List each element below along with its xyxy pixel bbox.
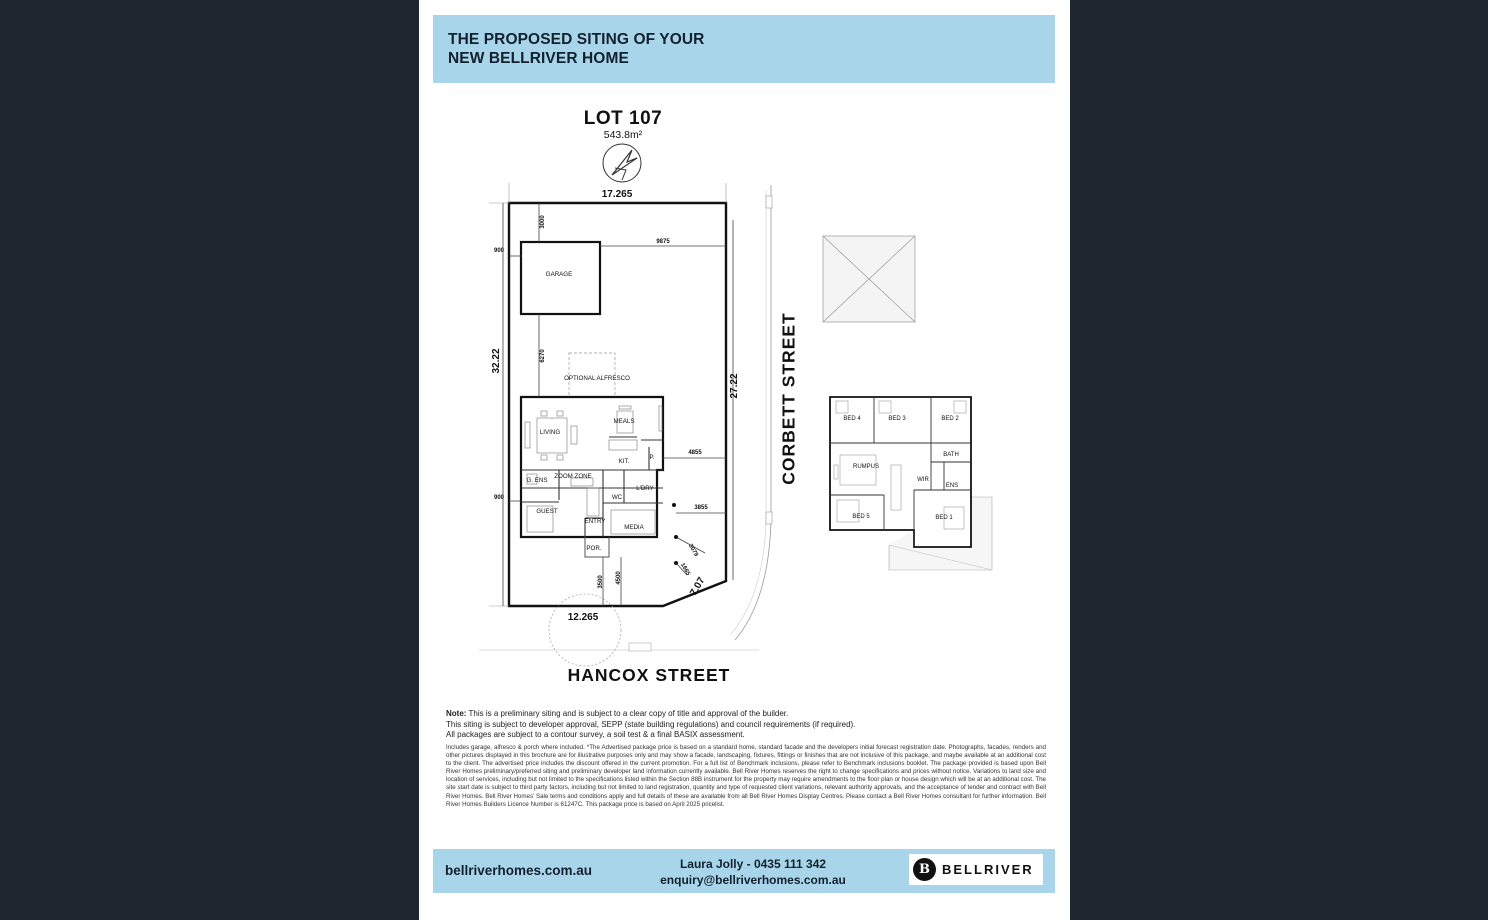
- dim-left: 32.22: [491, 348, 502, 374]
- corbett-street-label: CORBETT STREET: [778, 312, 799, 485]
- svg-text:G. ENS: G. ENS: [526, 477, 548, 484]
- note-label: Note:: [446, 709, 467, 718]
- disclaimer-text: Includes garage, alfresco & porch where included. *The Advertised package price is based on a standard home, standard facade and the developers initial forecast registration date. Photographs, facades, renders and other pictures displayed in this brochure are for illustrative purposes only and may show a facade, landscaping, fixtures, fittings or finishes that are not inclusive of this package, and maybe available at an additional cost to the client. The advertised price includes the discount offered in the current promotion. For a full list of Benchmark inclusions, please refer to Benchmark inclusions booklet. The package provided is based upon Bell River Homes preliminary/preferred siting and preliminary developer land information currently available. Bell River Homes reserves the right to change specifications and prices without notice. Variations to land size and location of services, including but not limited to the specifications listed within the Section 88B instrument for the property may require amendments to the floor plan or house design which will be at an additional cost. The site start date is subject to third party factors, including but not limited to land registration, quantity and type of requested client variations, relevant authority approvals, and the acceptance of tender and contract with Bell River Homes. Bell River Homes' Sale terms and conditions apply and full details of these are available from all Bell River Homes Display Centres. Please contact a Bell River Homes consultant for further information. Bell River Homes Builders Licence Number is 61247C. This package price is based on April 2025 pricelist.: [446, 744, 1046, 808]
- svg-text:WIR: WIR: [917, 477, 929, 483]
- lot-title: LOT 107: [583, 108, 663, 129]
- svg-text:P.: P.: [649, 454, 655, 461]
- svg-text:3500: 3500: [598, 575, 604, 589]
- svg-text:BED 3: BED 3: [888, 416, 906, 422]
- note-line3: All packages are subject to a contour survey, a soil test & a final BASIX assessment.: [446, 730, 745, 740]
- bellriver-logo: [909, 854, 1043, 885]
- svg-text:ZOOM ZONE: ZOOM ZONE: [554, 473, 592, 480]
- svg-text:6270: 6270: [540, 349, 546, 363]
- svg-text:L'DRY: L'DRY: [636, 485, 654, 492]
- note-line1: This is a preliminary siting and is subject to a clear copy of title and approval of the builder.: [466, 709, 789, 718]
- lot-area: 543.8m²: [603, 129, 643, 141]
- north-arrow-icon: [603, 144, 641, 182]
- siting-document: [419, 0, 1070, 920]
- svg-text:BED 4: BED 4: [843, 416, 861, 422]
- svg-text:900: 900: [493, 495, 505, 501]
- dim-corner: 7.07: [688, 575, 708, 598]
- header-title-line2: NEW BELLRIVER HOME: [448, 50, 629, 67]
- svg-text:900: 900: [493, 248, 505, 254]
- svg-text:POR.: POR.: [586, 545, 602, 552]
- contact-email[interactable]: enquiry@bellriverhomes.com.au: [660, 873, 846, 887]
- svg-text:BED 5: BED 5: [852, 514, 870, 520]
- contact-name-phone: Laura Jolly - 0435 111 342: [679, 857, 827, 871]
- footer-banner: [433, 849, 1055, 893]
- hancox-street-label: HANCOX STREET: [567, 665, 731, 685]
- svg-text:9875: 9875: [656, 239, 670, 245]
- svg-text:4500: 4500: [616, 571, 622, 585]
- svg-text:LIVING: LIVING: [539, 429, 561, 436]
- header-title-line1: THE PROPOSED SITING OF YOUR: [448, 31, 705, 48]
- svg-text:RUMPUS: RUMPUS: [852, 464, 880, 470]
- garage-outline: [521, 242, 600, 314]
- svg-text:GARAGE: GARAGE: [545, 271, 573, 278]
- svg-text:3855: 3855: [694, 505, 708, 511]
- note-line2: This siting is subject to developer approval, SEPP (state building regulations) and council requirements (if required).: [446, 719, 856, 729]
- website-link[interactable]: bellriverhomes.com.au: [445, 863, 593, 878]
- svg-text:BATH: BATH: [943, 452, 959, 458]
- svg-text:GUEST: GUEST: [536, 508, 558, 515]
- svg-text:BED 1: BED 1: [935, 515, 953, 521]
- logo-mark-icon: B: [913, 858, 936, 881]
- neighbour-roof: [823, 236, 915, 322]
- svg-text:KIT.: KIT.: [618, 458, 630, 465]
- svg-text:OPTIONAL ALFRESCO: OPTIONAL ALFRESCO: [564, 375, 630, 382]
- svg-text:3000: 3000: [540, 215, 546, 229]
- svg-text:3079: 3079: [686, 543, 699, 558]
- notes: [446, 709, 1046, 741]
- svg-text:4855: 4855: [688, 450, 702, 456]
- svg-text:ENTRY: ENTRY: [584, 518, 606, 525]
- svg-text:MEALS: MEALS: [613, 418, 635, 425]
- svg-text:MEDIA: MEDIA: [624, 524, 644, 531]
- svg-text:1665: 1665: [678, 562, 691, 577]
- logo-wordmark: BELLRIVER: [942, 862, 1034, 877]
- dim-top: 17.265: [601, 189, 633, 200]
- svg-text:WC: WC: [611, 494, 623, 501]
- svg-text:BED 2: BED 2: [941, 416, 959, 422]
- svg-text:ENS: ENS: [945, 483, 959, 489]
- dim-bottom: 12.265: [567, 612, 599, 623]
- dim-right: 27.22: [729, 373, 740, 399]
